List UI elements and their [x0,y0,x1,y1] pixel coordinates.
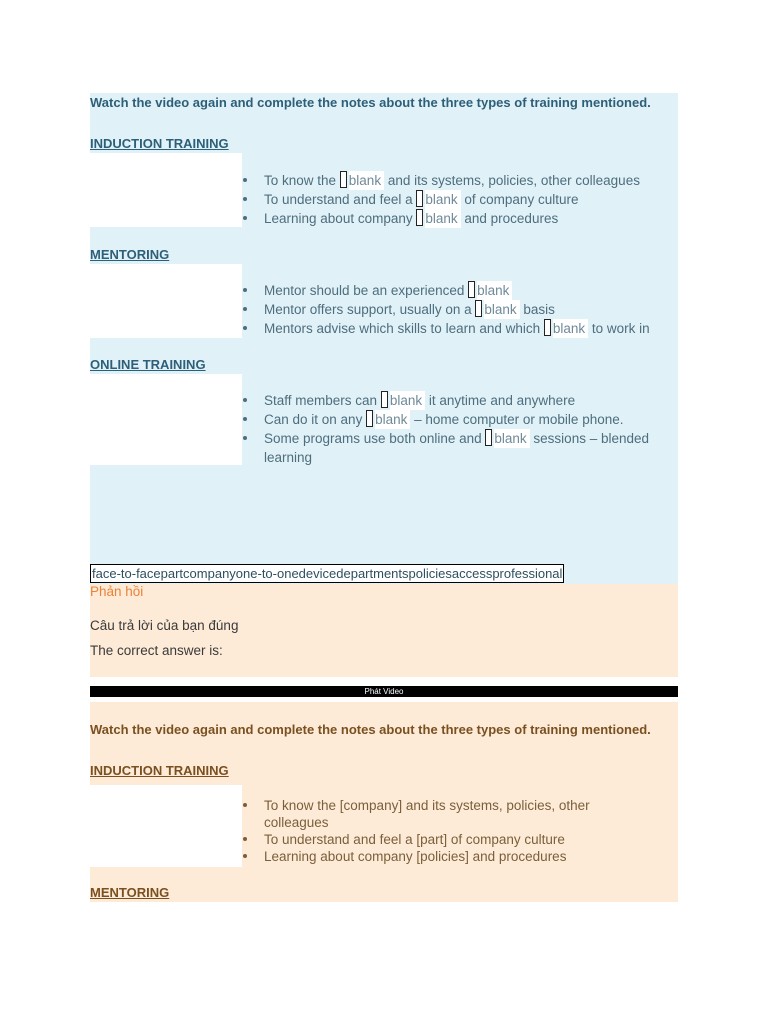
spacer [90,153,242,227]
blank-input[interactable]: blank [484,300,519,319]
list-item: To understand and feel a [part] of company culture [264,831,644,848]
text-cursor [416,190,423,207]
blank-input[interactable]: blank [425,190,460,209]
answer-instruction: Watch the video again and complete the notes about the three types of training mentioned. [90,722,651,737]
play-video-label[interactable]: Phát Video [364,687,404,696]
answer-heading-induction: INDUCTION TRAINING [90,763,229,778]
text-cursor [485,429,492,446]
word-bank[interactable]: face-to-facepartcompanyone-to-onedevicedepartmentspoliciesaccessprofessional [92,566,563,581]
section-heading-online: ONLINE TRAINING [90,357,206,372]
list-item: Learning about company blank and procedures [264,209,676,228]
feedback-result: Câu trả lời của bạn đúng [90,618,239,633]
spacer [90,785,242,867]
text-cursor [544,319,551,336]
blank-input[interactable]: blank [390,391,425,410]
blank-input[interactable]: blank [349,171,384,190]
blank-input[interactable]: blank [494,429,529,448]
spacer [90,264,242,338]
list-item: Some programs use both online and blank sessions – blended learning [264,429,676,467]
blank-input[interactable]: blank [477,281,512,300]
blank-input[interactable]: blank [425,209,460,228]
blank-input[interactable]: blank [553,319,588,338]
text-cursor [366,410,373,427]
text-cursor [468,281,475,298]
text-cursor [381,391,388,408]
mentoring-list [242,281,676,338]
text-cursor [340,171,347,188]
list-item: Learning about company [policies] and procedures [264,848,644,865]
online-list [242,391,676,467]
list-item: Can do it on any blank – home computer or mobile phone. [264,410,676,429]
list-item: Mentor offers support, usually on a blank basis [264,300,676,319]
induction-list [242,171,676,228]
section-heading-induction: INDUCTION TRAINING [90,136,229,151]
list-item: To know the blank and its systems, policies, other colleagues [264,171,676,190]
play-video-bar[interactable] [90,686,678,697]
list-item: Mentors advise which skills to learn and which blank to work in [264,319,676,338]
answer-induction-list [242,797,644,865]
text-cursor [416,209,423,226]
blank-input[interactable]: blank [375,410,410,429]
spacer [90,374,242,465]
correct-answer-label: The correct answer is: [90,643,223,658]
list-item: To understand and feel a blank of company culture [264,190,676,209]
list-item: Staff members can blank it anytime and anywhere [264,391,676,410]
text-cursor [475,300,482,317]
feedback-title: Phản hồi [90,584,144,599]
answer-heading-mentoring: MENTORING [90,885,170,900]
list-item: To know the [company] and its systems, policies, other colleagues [264,797,644,831]
section-heading-mentoring: MENTORING [90,247,170,262]
question-instruction: Watch the video again and complete the notes about the three types of training mentioned. [90,95,651,110]
list-item: Mentor should be an experienced blank [264,281,676,300]
